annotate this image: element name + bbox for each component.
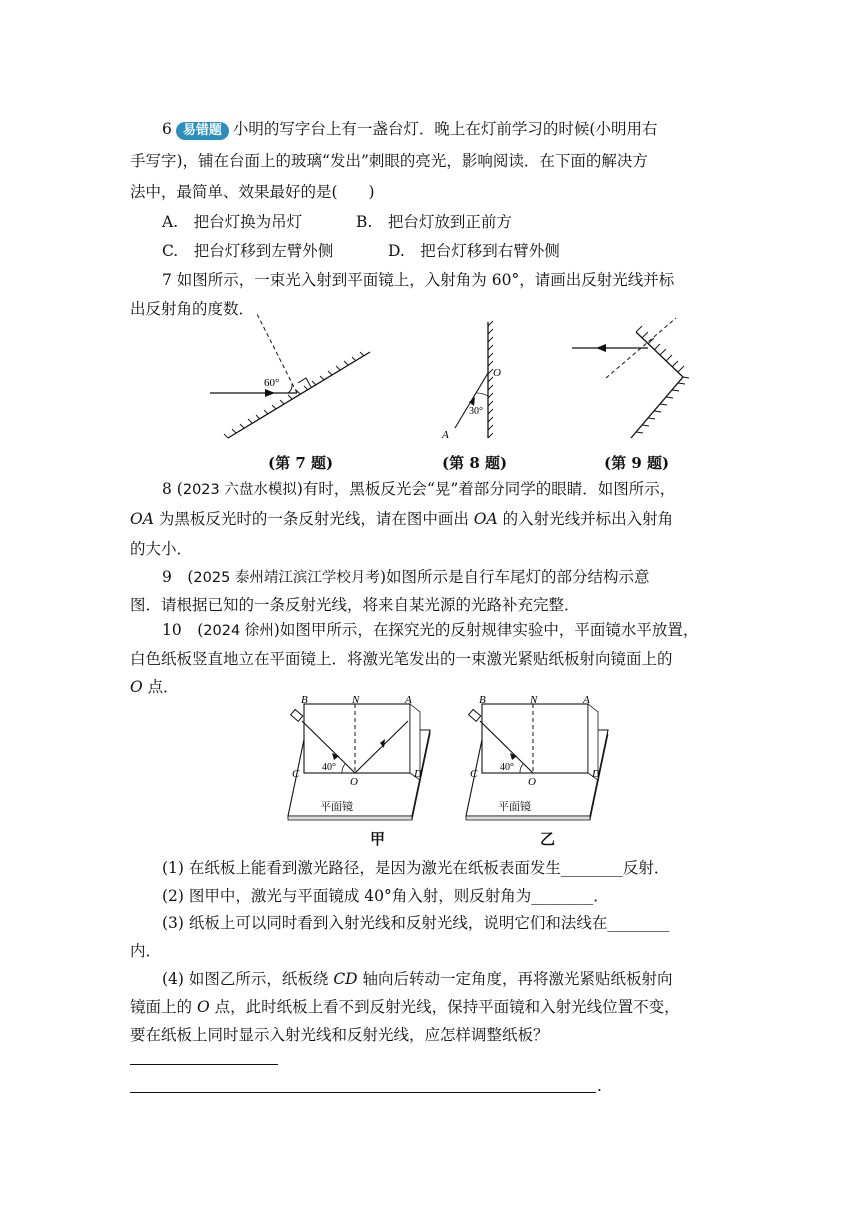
svg-text:D: D bbox=[414, 768, 422, 780]
fig8-point-a: A bbox=[442, 429, 449, 441]
svg-text:N: N bbox=[352, 694, 360, 706]
q9-source: 2025 泰州靖江滨江学校月考 bbox=[193, 570, 380, 586]
figure-8-mirror-diagram bbox=[438, 318, 518, 443]
figure-yi-reflection-setup bbox=[462, 690, 622, 820]
fig8-angle-label: 30° bbox=[469, 406, 483, 417]
q8-line3: 的大小． bbox=[130, 540, 193, 558]
q6-option-a: A. 把台灯换为吊灯 bbox=[162, 213, 303, 231]
svg-text:平面镜: 平面镜 bbox=[320, 801, 353, 813]
q10-part3-cont: 内． bbox=[130, 942, 162, 960]
svg-text:A: A bbox=[405, 694, 412, 706]
figure-9-caption: (第 9 题) bbox=[604, 454, 670, 472]
figure-yi-caption: 乙 bbox=[540, 830, 556, 848]
q10-line1: 10 (2024 徐州)如图甲所示，在探究光的反射规律实验中，平面镜水平放置， bbox=[162, 621, 699, 639]
q7-line2: 出反射角的度数． bbox=[130, 300, 255, 318]
figure-jia-reflection-setup bbox=[284, 690, 444, 820]
q10-part4-line2: 镜面上的 O 点，此时纸板上看不到反射光线，保持平面镜和入射光线位置不变， bbox=[130, 998, 680, 1016]
svg-text:O: O bbox=[528, 776, 536, 788]
svg-text:B: B bbox=[479, 694, 486, 706]
svg-text:C: C bbox=[292, 768, 300, 780]
q9-line2: 图．请根据已知的一条反射光线，将来自某光源的光路补充完整． bbox=[130, 596, 580, 614]
figure-8-caption: (第 8 题) bbox=[442, 454, 508, 472]
q6-option-b: B. 把台灯放到正前方 bbox=[356, 213, 512, 231]
answer-end-dot: . bbox=[597, 1077, 602, 1095]
q8-line2: OA 为黑板反光时的一条反射光线，请在图中画出 OA 的入射光线并标出入射角 bbox=[130, 510, 674, 528]
svg-text:C: C bbox=[470, 768, 478, 780]
q6-text1: 小明的写字台上有一盏台灯．晚上在灯前学习的时候(小明用右 bbox=[232, 120, 658, 138]
q9-line1: 9 (2025 泰州靖江滨江学校月考)如图所示是自行车尾灯的部分结构示意 bbox=[162, 568, 650, 586]
q10-part4-line1: (4) 如图乙所示，纸板绕 CD 轴向后转动一定角度，再将激光紧贴纸板射向 bbox=[162, 970, 673, 988]
q6-line3: 法中，最简单、效果最好的是( ) bbox=[130, 183, 375, 201]
answer-blank-line-2[interactable] bbox=[130, 1092, 596, 1093]
q10-line3: O 点． bbox=[130, 678, 179, 696]
q10-part3: (3) 纸板上可以同时看到入射光线和反射光线，说明它们和法线在________ bbox=[162, 914, 670, 932]
q10-part2: (2) 图甲中，激光与平面镜成 40°角入射，则反射角为________． bbox=[162, 887, 609, 905]
figure-7-mirror-diagram bbox=[210, 310, 380, 445]
q6-option-d: D. 把台灯移到右臂外侧 bbox=[388, 242, 560, 260]
q8-source: 2023 六盘水模拟 bbox=[182, 482, 297, 498]
svg-text:N: N bbox=[530, 694, 538, 706]
figure-jia-caption: 甲 bbox=[370, 830, 386, 848]
q7-line1: 7 如图所示，一束光入射到平面镜上，入射角为 60°，请画出反射光线并标 bbox=[162, 271, 675, 289]
svg-text:平面镜: 平面镜 bbox=[498, 801, 531, 813]
q6-option-c: C. 把台灯移到左臂外侧 bbox=[162, 242, 334, 260]
q8-line1: 8 (2023 六盘水模拟)有时，黑板反光会“晃”着部分同学的眼睛．如图所示， bbox=[162, 480, 676, 498]
q10-source: 2024 徐州 bbox=[203, 623, 274, 639]
q10-part1: (1) 在纸板上能看到激光路径，是因为激光在纸板表面发生________反射． bbox=[162, 859, 670, 877]
answer-blank-line-1[interactable] bbox=[130, 1064, 278, 1065]
fig7-angle-label: 60° bbox=[264, 377, 280, 389]
q6-line1 bbox=[162, 118, 657, 140]
q10-part4-line3: 要在纸板上同时显示入射光线和反射光线，应怎样调整纸板？ bbox=[130, 1026, 549, 1044]
svg-text:B: B bbox=[301, 694, 308, 706]
svg-text:40°: 40° bbox=[322, 762, 336, 773]
svg-text:O: O bbox=[350, 776, 358, 788]
svg-text:A: A bbox=[583, 694, 590, 706]
q6-number: 6 bbox=[162, 120, 172, 138]
figure-7-caption: (第 7 题) bbox=[268, 454, 334, 472]
svg-text:D: D bbox=[592, 768, 600, 780]
q10-line2: 白色纸板竖直地立在平面镜上．将激光笔发出的一束激光紧贴纸板射向镜面上的 bbox=[130, 650, 673, 668]
figure-9-mirror-diagram bbox=[568, 320, 708, 445]
svg-text:40°: 40° bbox=[500, 762, 514, 773]
fig8-point-o: O bbox=[493, 367, 501, 379]
error-prone-badge: 易错题 bbox=[176, 122, 229, 140]
q6-line2: 手写字)，铺在台面上的玻璃“发出”刺眼的亮光，影响阅读．在下面的解决方 bbox=[130, 152, 648, 170]
